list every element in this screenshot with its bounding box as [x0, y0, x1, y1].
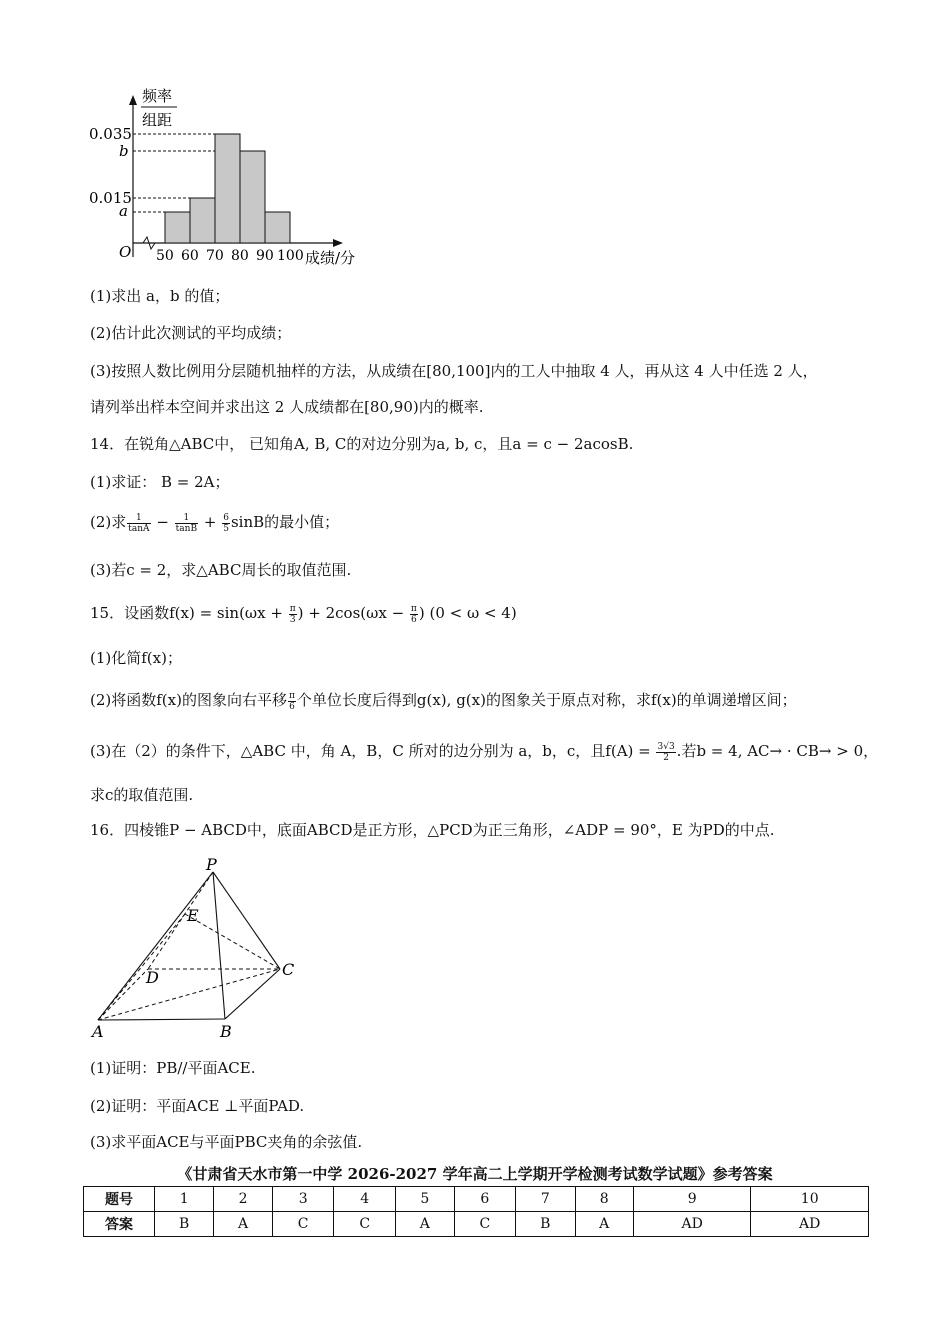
x-tick-90: 90 — [256, 248, 274, 264]
edge-PB — [213, 872, 225, 1019]
y-tick-0035: 0.035 — [89, 125, 132, 143]
q15-part3-b: .若b = 4, AC→ · CB→ > 0， — [676, 742, 879, 760]
q14-part3: (3)若c = 2，求△ABC周长的取值范围. — [90, 561, 352, 579]
minus-sign: − — [156, 513, 169, 531]
question-number: 1 — [155, 1187, 214, 1212]
x-tick-70: 70 — [206, 248, 224, 264]
y-axis-arrow — [129, 95, 137, 105]
x-tick-100: 100 — [277, 248, 304, 264]
histogram — [85, 85, 385, 265]
edge-PA — [98, 872, 213, 1020]
y-tick-0015: 0.015 — [89, 189, 132, 207]
question-number: 6 — [454, 1187, 516, 1212]
question-number: 3 — [272, 1187, 334, 1212]
fraction-numerator: 6 — [223, 512, 229, 523]
question-number: 7 — [516, 1187, 575, 1212]
plus-sign: + — [203, 513, 217, 531]
fraction-numerator: π — [289, 603, 296, 614]
x-label: 成绩/分 — [305, 249, 356, 265]
question-number: 10 — [751, 1187, 869, 1212]
table-row — [84, 1187, 869, 1212]
q13-part2: (2)估计此次测试的平均成绩； — [90, 324, 292, 342]
question-number: 2 — [214, 1187, 272, 1212]
answer-cell: AD — [751, 1212, 869, 1237]
x-tick-60: 60 — [181, 248, 199, 264]
edge-PD — [148, 872, 213, 969]
edge-AB — [98, 1019, 225, 1020]
q15-part3-a: (3)在（2）的条件下，△ABC 中，角 A，B，C 所对的边分别为 a，b，c，且f(A) = — [90, 742, 656, 760]
fraction-pi-3 — [289, 604, 297, 625]
fraction-denominator: 5 — [223, 523, 229, 534]
answer-cell: B — [155, 1212, 214, 1237]
label-E: E — [187, 906, 199, 925]
label-A: A — [92, 1022, 104, 1041]
answer-cell: B — [516, 1212, 575, 1237]
q16-part3: (3)求平面ACE与平面PBC夹角的余弦值. — [90, 1133, 363, 1151]
q16-part1: (1)证明：PB//平面ACE. — [90, 1059, 256, 1077]
answer-cell: C — [334, 1212, 396, 1237]
fraction-numerator: π — [288, 690, 295, 701]
q14-part1: (1)求证： B = 2A； — [90, 473, 230, 491]
answer-key-title: 《甘肃省天水市第一中学 2026-2027 学年高二上学期开学检测考试数学试题》参考答案 — [177, 1165, 773, 1183]
y-label-top: 频率 — [142, 87, 173, 105]
label-C: C — [282, 960, 295, 979]
answer-table — [83, 1186, 869, 1237]
fraction-denominator: 6 — [411, 614, 417, 625]
q15-part3 — [90, 741, 878, 763]
label-D: D — [146, 968, 159, 987]
q14-part2-suffix: sinB的最小值； — [230, 513, 340, 531]
y-tick-a: a — [119, 202, 128, 220]
q15-stem — [90, 603, 517, 625]
q14-part2-prefix: (2)求 — [90, 513, 127, 531]
q13-part3a: (3)按照人数比例用分层随机抽样的方法，从成绩在[80,100]内的工人中抽取 4 人，再从这 4 人中任选 2 人， — [90, 362, 818, 380]
q15-part1: (1)化简f(x)； — [90, 649, 182, 667]
label-B: B — [220, 1022, 232, 1041]
fraction-numerator: 1 — [175, 513, 198, 524]
fraction-numerator: π — [410, 603, 417, 614]
question-number: 5 — [396, 1187, 454, 1212]
pyramid-diagram — [85, 857, 325, 1042]
q14-part2 — [90, 512, 339, 534]
q15-stem-a: 15．设函数f(x) = sin(ωx + — [90, 604, 288, 622]
header-answer: 答案 — [84, 1212, 155, 1237]
fraction-denominator: tanB — [175, 523, 198, 534]
answer-cell: A — [575, 1212, 633, 1237]
bar-60-70 — [190, 198, 215, 243]
y-tick-b: b — [119, 142, 129, 160]
origin-label: O — [119, 243, 132, 261]
fraction-denominator: 2 — [663, 752, 669, 763]
q16-stem: 16．四棱锥P − ABCD中，底面ABCD是正方形，△PCD为正三角形，∠ADP = 90°，E 为PD的中点. — [90, 821, 775, 839]
header-question-number: 题号 — [84, 1187, 155, 1212]
fraction-1-tanB — [175, 513, 198, 534]
fraction-1-tanA — [127, 513, 150, 534]
q15-part2-b: 个单位长度后得到g(x), g(x)的图象关于原点对称，求f(x)的单调递增区间； — [296, 691, 797, 709]
bar-50-60 — [165, 212, 190, 243]
fraction-pi-6 — [410, 604, 418, 625]
label-P: P — [206, 857, 217, 874]
fraction-3sqrt3-2 — [656, 742, 675, 763]
fraction-denominator: 3 — [289, 614, 296, 625]
q15-part3c: 求c的取值范围. — [90, 786, 194, 804]
fraction-pi-6 — [288, 691, 296, 712]
edge-BC — [225, 969, 280, 1019]
table-row — [84, 1212, 869, 1237]
q13-part3b: 请列举出样本空间并求出这 2 人成绩都在[80,90)内的概率. — [90, 398, 484, 416]
answer-cell: C — [272, 1212, 334, 1237]
fraction-denominator: 6 — [289, 701, 295, 712]
question-number: 9 — [633, 1187, 750, 1212]
y-label-bottom: 组距 — [142, 111, 173, 129]
fraction-denominator: tanA — [128, 523, 150, 534]
q13-part1: (1)求出 a，b 的值； — [90, 287, 230, 305]
edge-AD — [98, 969, 148, 1020]
fraction-numerator: 3√3 — [657, 741, 675, 752]
answer-cell: C — [454, 1212, 516, 1237]
q15-stem-b: ) + 2cos(ωx − — [297, 604, 409, 622]
answer-cell: AD — [633, 1212, 750, 1237]
x-tick-50: 50 — [156, 248, 174, 264]
x-tick-80: 80 — [231, 248, 249, 264]
q15-stem-c: ) (0 < ω < 4) — [418, 604, 517, 622]
bar-80-90 — [240, 151, 265, 243]
q16-part2: (2)证明：平面ACE ⊥平面PAD. — [90, 1097, 305, 1115]
answer-cell: A — [396, 1212, 454, 1237]
answer-cell: A — [214, 1212, 272, 1237]
edge-PC — [213, 872, 280, 969]
q15-part2 — [90, 690, 797, 712]
q15-part2-a: (2)将函数f(x)的图象向右平移 — [90, 691, 287, 709]
x-axis-arrow — [333, 239, 343, 247]
edge-EC — [185, 914, 280, 969]
question-number: 8 — [575, 1187, 633, 1212]
bar-90-100 — [265, 212, 290, 243]
fraction-numerator: 1 — [127, 513, 150, 524]
bar-70-80 — [215, 134, 240, 243]
question-number: 4 — [334, 1187, 396, 1212]
fraction-6-5 — [222, 513, 230, 534]
q14-stem: 14．在锐角△ABC中， 已知角A, B, C的对边分别为a, b, c，且a = c − 2acosB. — [90, 435, 634, 453]
